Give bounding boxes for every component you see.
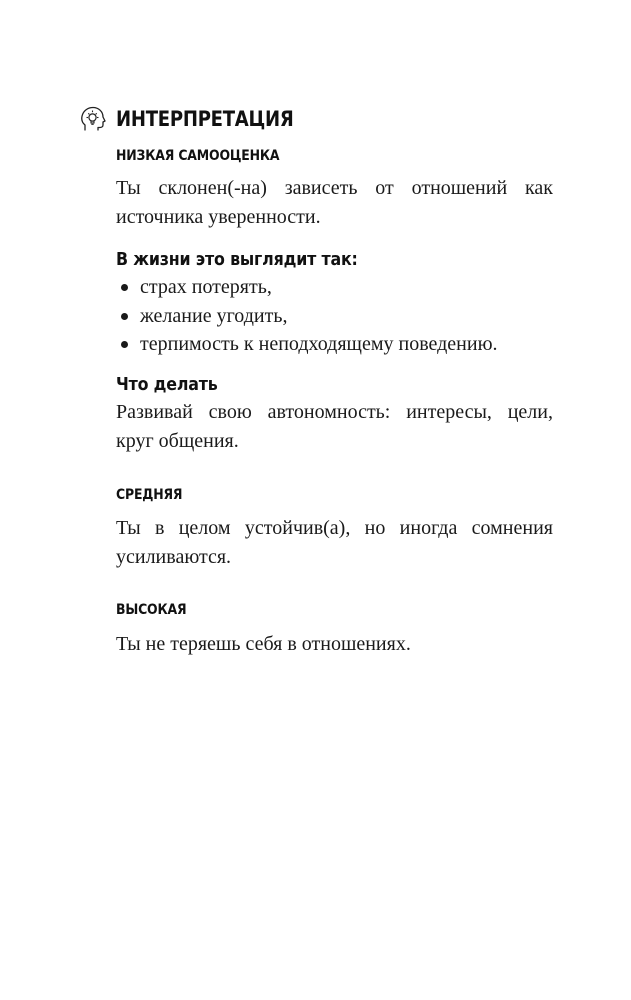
mid-description-line-2: усиливаются. [116,546,232,568]
mid-level-title: СРЕДНЯЯ [116,487,183,503]
todo-line-2: круг общения. [116,430,239,452]
low-level-description [116,174,553,232]
todo-line-1: Развивай свою автономность: интересы, цели, [116,401,553,423]
low-description-line-1: Ты склонен(-на) зависеть от отношений как [116,177,553,199]
list-item [116,302,498,331]
head-lightbulb-icon [78,104,108,134]
high-level-description [116,630,553,659]
list-item-text: страх потерять, [140,276,272,298]
list-item-text: желание угодить, [140,304,288,327]
bullet-icon [121,313,128,320]
bullet-icon [121,341,128,348]
high-description-line-1: Ты не теряешь себя в отношениях. [116,633,411,655]
section-header [78,104,322,134]
symptoms-list [116,273,498,359]
list-item-text: терпимость к неподходящему поведению. [140,333,498,355]
section-heading: ИНТЕРПРЕТАЦИЯ [116,107,294,131]
looks-like-heading: В жизни это выглядит так: [116,249,358,270]
high-level-title: ВЫСОКАЯ [116,602,187,618]
bullet-icon [121,284,128,291]
what-to-do-text [116,398,553,456]
what-to-do-heading: Что делать [116,374,218,395]
list-item [116,330,498,359]
list-item [116,273,498,302]
mid-description-line-1: Ты в целом устойчив(а), но иногда сомнения [116,517,553,539]
mid-level-description [116,514,553,572]
low-level-title: НИЗКАЯ САМООЦЕНКА [116,148,280,164]
low-description-line-2: источника уверенности. [116,206,321,228]
